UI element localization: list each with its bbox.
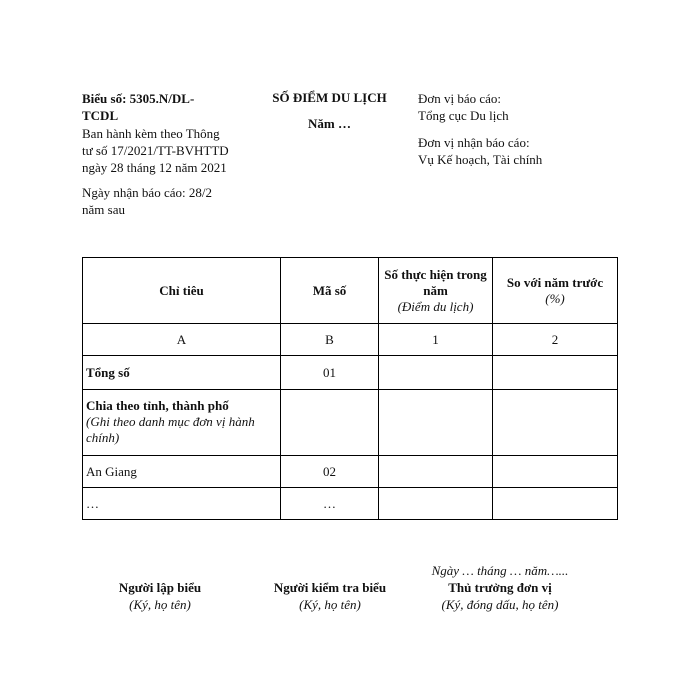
- table-cell: An Giang: [83, 456, 281, 488]
- table-row: [83, 390, 618, 456]
- col-header-actual: [379, 258, 493, 324]
- maker-note: (Ký, họ tên): [129, 597, 191, 612]
- col-header-actual-label: Số thực hiện trong năm: [384, 266, 487, 298]
- table-row: [83, 488, 618, 520]
- table-cell: …: [83, 488, 281, 520]
- maker-title: Người lập biểu: [118, 580, 202, 595]
- group-note: (Ghi theo danh mục đơn vị hành chính): [86, 414, 255, 445]
- receiving-unit: Vụ Kế hoạch, Tài chính: [418, 152, 543, 167]
- checker-note: (Ký, họ tên): [299, 597, 361, 612]
- table-cell: [493, 356, 618, 390]
- table-cell: 01: [281, 356, 379, 390]
- table-cell: [379, 390, 493, 456]
- col-header-actual-unit: (Điểm du lịch): [397, 298, 474, 314]
- col-header-code: Mã số: [281, 258, 379, 324]
- signature-head: [415, 562, 585, 613]
- table-cell: [493, 390, 618, 456]
- table-cell: [281, 390, 379, 456]
- receive-date: [82, 184, 257, 218]
- table-cell: 02: [281, 456, 379, 488]
- report-title-block: [262, 90, 397, 132]
- decree-line-3: ngày 28 tháng 12 năm 2021: [82, 160, 227, 175]
- reporting-unit: Tổng cục Du lịch: [418, 108, 509, 123]
- report-title: SỐ ĐIỂM DU LỊCH: [272, 90, 387, 105]
- table-cell: [379, 356, 493, 390]
- checker-title: Người kiểm tra biểu: [273, 580, 387, 595]
- report-table: [82, 257, 618, 520]
- reporting-unit-label: Đơn vị báo cáo:: [418, 91, 502, 106]
- decree-line-2: tư số 17/2021/TT-BVHTTD: [82, 143, 229, 158]
- table-cell: Tổng số: [83, 356, 281, 390]
- table-cell: 1: [379, 324, 493, 356]
- col-header-compare: [493, 258, 618, 324]
- col-header-indicator: Chỉ tiêu: [83, 258, 281, 324]
- group-label: Chia theo tỉnh, thành phố: [86, 398, 229, 413]
- form-code: [82, 90, 257, 124]
- units-block: [418, 90, 608, 168]
- form-info-block: [82, 90, 257, 218]
- table-cell: [379, 456, 493, 488]
- signature-checker: [260, 579, 400, 613]
- decree-line-1: Ban hành kèm theo Thông: [82, 126, 220, 141]
- table-cell: A: [83, 324, 281, 356]
- table-cell: [83, 390, 281, 456]
- signature-date: Ngày … tháng … năm…...: [431, 563, 569, 578]
- col-header-compare-label: So với năm trước: [506, 274, 604, 290]
- table-cell: [493, 456, 618, 488]
- head-note: (Ký, đóng dấu, họ tên): [441, 597, 559, 612]
- table-cell: 2: [493, 324, 618, 356]
- form-code-line-2: TCDL: [82, 108, 119, 123]
- table-row: [83, 456, 618, 488]
- col-header-compare-unit: (%): [545, 290, 565, 306]
- table-cell: …: [281, 488, 379, 520]
- signature-maker: [100, 579, 220, 613]
- decree-reference: [82, 125, 257, 176]
- report-year: Năm …: [308, 116, 351, 131]
- table-cell: [379, 488, 493, 520]
- table-header-row: [83, 258, 618, 324]
- receive-date-line-1: Ngày nhận báo cáo: 28/2: [82, 185, 212, 200]
- table-row: [83, 324, 618, 356]
- receive-date-line-2: năm sau: [82, 202, 125, 217]
- form-code-line-1: Biểu số: 5305.N/DL-: [82, 91, 195, 106]
- table-cell: [493, 488, 618, 520]
- table-row: [83, 356, 618, 390]
- table-cell: B: [281, 324, 379, 356]
- receiving-unit-label: Đơn vị nhận báo cáo:: [418, 135, 530, 150]
- head-title: Thủ trưởng đơn vị: [448, 580, 552, 595]
